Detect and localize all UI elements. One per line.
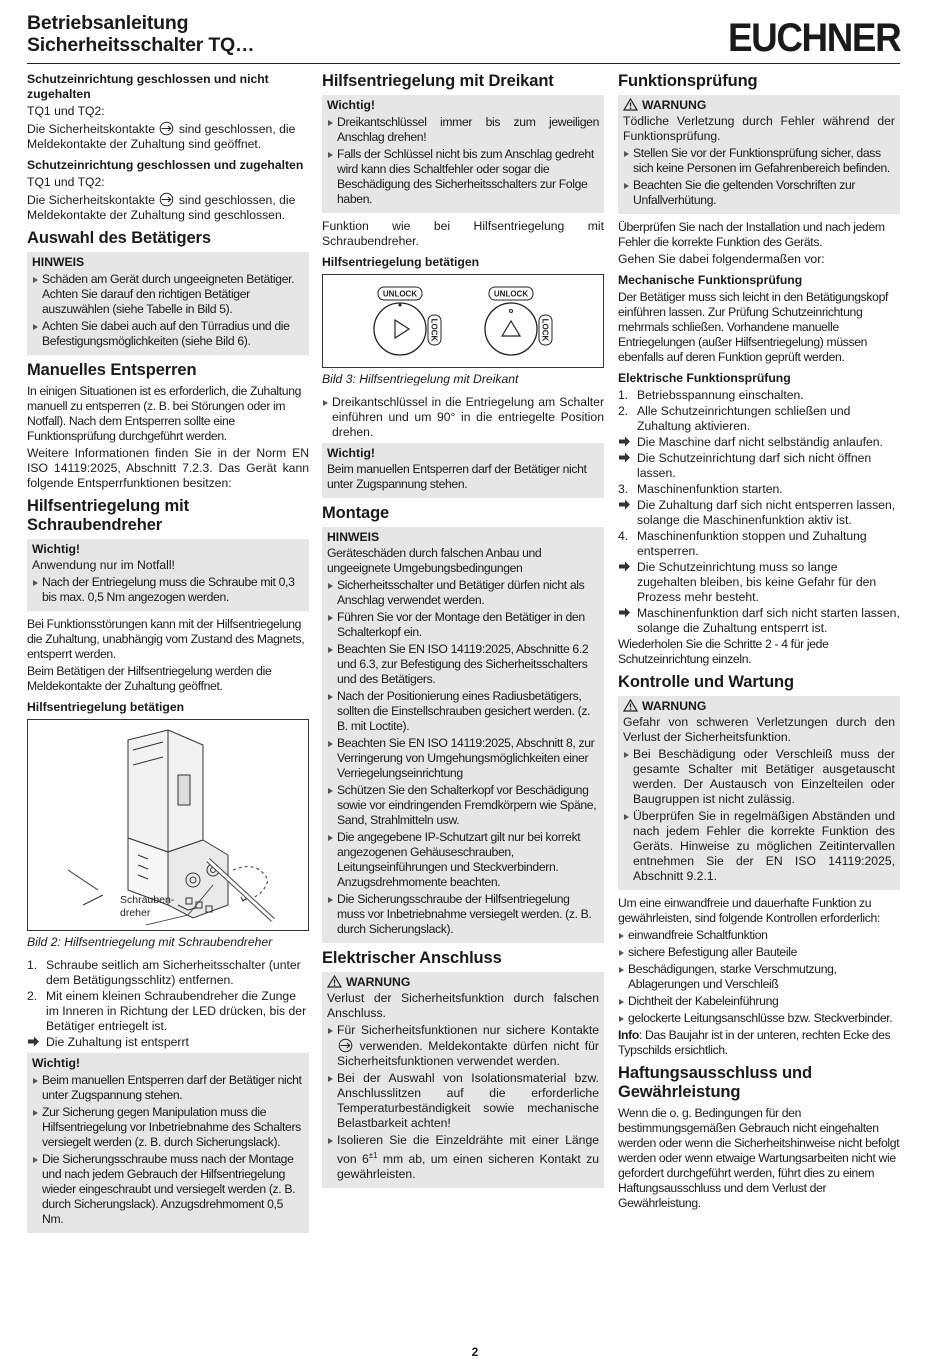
doc-title-line1: Betriebsanleitung	[27, 12, 189, 34]
list-item: Für Sicherheitsfunktionen nur sichere Kontakte verwenden. Meldekontakte dürfen nicht für Sicherheitsfunktionen verwendet werden.	[327, 1023, 599, 1069]
warning-box	[618, 95, 900, 214]
paragraph: Der Betätiger muss sich leicht in den Betätigungskopf einführen lassen. Zur Prüfung Schutzeinrichtung mehrmals schließen. Vorhandene manuelle Entriegelungen (außer Hilfsentriegelung) müssen ebenfalls auf deren Funktion geprüft werden.	[618, 290, 889, 364]
notice-title: HINWEIS	[32, 255, 85, 269]
step-list	[618, 388, 900, 636]
list-item: Beachten Sie die geltenden Vorschriften zur Unfallverhütung.	[623, 178, 895, 208]
step-result: Maschinenfunktion darf sich nicht starten lassen, solange die Zuhaltung entsperrt ist.	[618, 606, 900, 636]
list-item: Dreikantschlüssel immer bis zum jeweiligen Anschlag drehen!	[327, 115, 599, 145]
paragraph: Um eine einwandfreie und dauerhafte Funktion zu gewährleisten, sind folgende Kontrollen erforderlich:	[618, 896, 880, 925]
unlock-label: UNLOCK	[382, 289, 418, 299]
paragraph: Weitere Informationen finden Sie in der Norm EN ISO 14119:2025, Abschnitt 7.2.3. Das Gerät kann folgende Entsperrfunktionen besitzen:	[27, 446, 309, 490]
list-item: gelockerte Leitungsanschlüsse bzw. Steckverbinder.	[618, 1011, 900, 1026]
warning-triangle-icon	[327, 975, 342, 988]
result-arrow-icon	[618, 560, 631, 573]
important-box	[322, 443, 604, 498]
list-item: Dreikantschlüssel in die Entriegelung am Schalter einführen und um 90° in die entriegelte Position drehen.	[322, 395, 604, 440]
section-heading-manuell: Manuelles Entsperren	[27, 361, 197, 379]
warning-title: WARNUNG	[623, 98, 895, 113]
paragraph: Geräteschäden durch falschen Anbau und ungeeignete Umgebungsbedingungen	[327, 546, 542, 575]
list-item: Nach der Entriegelung muss die Schraube mit 0,3 bis max. 0,5 Nm angezogen werden.	[32, 575, 304, 605]
header-divider	[27, 63, 900, 64]
fig2-label-line1: Schrauben-	[120, 894, 175, 906]
figure-triangle-key	[322, 274, 604, 368]
list-item: Beachten Sie EN ISO 14119:2025, Abschnitt 8, zur Verringerung von Umgehungsmöglichkeiten einer Verriegelungseinrichtung	[327, 736, 599, 781]
result-arrow-icon	[27, 1035, 40, 1048]
paragraph: Wiederholen Sie die Schritte 2 - 4 für jede Schutzeinrichtung einzeln.	[618, 637, 829, 666]
subheading-elektrisch: Elektrische Funktionsprüfung	[618, 371, 791, 385]
warning-title: WARNUNG	[623, 699, 895, 714]
list-item: Führen Sie vor der Montage den Betätiger in den Schalterkopf ein.	[327, 610, 599, 640]
result-arrow-icon	[618, 606, 631, 619]
step-result: Die Zuhaltung darf sich nicht entsperren lassen, solange die Maschinenfunktion aktiv ist.	[618, 498, 900, 528]
list-item: Beschädigungen, starke Verschmutzung, Ablagerungen und Verschleiß	[618, 962, 900, 992]
lock-label: LOCK	[540, 318, 550, 342]
result-arrow-icon	[618, 435, 631, 448]
step-item: 2. Mit einem kleinen Schraubendreher die Zunge im Inneren in Richtung der LED drücken, bis der Betätiger entriegelt ist.	[27, 989, 307, 1033]
safety-contact-symbol-icon	[158, 121, 175, 136]
section-heading-funktion: Funktionsprüfung	[618, 72, 758, 90]
step-result: Die Schutzeinrichtung muss so lange zugehalten bleiben, bis keine Gefahr für den Prozess mehr besteht.	[618, 560, 900, 605]
result-arrow-icon	[618, 451, 631, 464]
list-item: Schäden am Gerät durch ungeeigneten Betätiger. Achten Sie darauf den richtigen Betätiger auszuwählen (siehe Tabelle in Bild 5).	[32, 272, 304, 317]
figure-screwdriver	[27, 719, 309, 931]
switch-screwdriver-illustration	[28, 720, 308, 930]
doc-title-line2: Sicherheitsschalter TQ…	[27, 34, 255, 56]
safety-contact-symbol-icon	[337, 1038, 354, 1053]
list-item: Stellen Sie vor der Funktionsprüfung sicher, dass sich keine Personen im Gefahrenbereich befinden.	[623, 146, 895, 176]
paragraph: Tödliche Verletzung durch Fehler während der Funktionsprüfung.	[623, 114, 895, 143]
list-item: Zur Sicherung gegen Manipulation muss die Hilfsentriegelung vor Inbetriebnahme des Schalters versiegelt werden (z. B. durch Sicherungslack).	[32, 1105, 304, 1150]
paragraph: Anwendung nur im Notfall!	[32, 558, 175, 572]
list-item: Bei Beschädigung oder Verschleiß muss der gesamte Schalter mit Betätiger ausgetauscht werden. Der Austausch von Einzelteilen oder Baugruppen ist nicht zulässig.	[623, 747, 895, 807]
step-result: Die Schutzeinrichtung darf sich nicht öffnen lassen.	[618, 451, 900, 481]
warning-triangle-icon	[623, 699, 638, 712]
list-item: Beim manuellen Entsperren darf der Betätiger nicht unter Zugspannung stehen.	[32, 1073, 304, 1103]
paragraph: Bei Funktionsstörungen kann mit der Hilfsentriegelung die Zuhaltung, unabhängig vom Zustand des Magnets, entsperrt werden.	[27, 617, 305, 661]
paragraph: TQ1 und TQ2:	[27, 175, 105, 189]
list-item: Isolieren Sie die Einzeldrähte mit einer Länge von $6^{\pm 1}$ mm ab, um einen sicheren Kontakt zu gewährleisten.	[327, 1133, 599, 1182]
warning-triangle-icon	[623, 98, 638, 111]
step-item: 2. Alle Schutzeinrichtungen schließen und Zuhaltung aktivieren.	[618, 404, 851, 433]
list-item: Falls der Schlüssel nicht bis zum Anschlag gedreht wird kann dies Schaltfehler oder sogar die Beschädigung des Sicherheitsschalters zur Folge haben.	[327, 147, 599, 207]
subheading-not-locked: Schutzeinrichtung geschlossen und nicht zugehalten	[27, 72, 269, 101]
paragraph: Beim Betätigen der Hilfsentriegelung werden die Meldekontakte der Zuhaltung geöffnet.	[27, 664, 272, 693]
section-heading-auswahl: Auswahl des Betätigers	[27, 229, 211, 247]
paragraph: Die Sicherheitskontakte sind geschlossen, die Meldekontakte der Zuhaltung sind geöffnet.	[27, 122, 296, 151]
important-title: Wichtig!	[327, 446, 375, 460]
section-heading-montage: Montage	[322, 504, 390, 522]
paragraph: Funktion wie bei Hilfsentriegelung mit Schraubendreher.	[322, 219, 604, 248]
column-2	[322, 70, 604, 1194]
important-title: Wichtig!	[327, 98, 375, 112]
list-item: Die Sicherungsschraube muss nach der Montage und nach jedem Gebrauch der Hilfsentriegelung wieder eingeschraubt und versiegelt werden (z. B. durch Sicherungslack). Anzugsdrehmoment 0,5 Nm.	[32, 1152, 304, 1227]
page-header	[27, 12, 900, 64]
step-item: 4. Maschinenfunktion stoppen und Zuhaltung entsperren.	[618, 529, 867, 558]
important-title: Wichtig!	[32, 542, 80, 556]
notice-box	[322, 527, 604, 943]
instruction-list	[322, 395, 604, 440]
section-heading-elektrisch: Elektrischer Anschluss	[322, 949, 502, 967]
paragraph: Überprüfen Sie nach der Installation und nach jedem Fehler die korrekte Funktion des Geräts.	[618, 220, 885, 249]
step-item: 1. Betriebsspannung einschalten.	[618, 388, 804, 402]
paragraph: Gehen Sie dabei folgendermaßen vor:	[618, 252, 825, 266]
step-item: 1. Schraube seitlich am Sicherheitsschalter (unter dem Betätigungsschlitz) entfernen.	[27, 958, 301, 987]
subheading-betaetigen: Hilfsentriegelung betätigen	[322, 255, 480, 269]
list-item: einwandfreie Schaltfunktion	[618, 928, 900, 943]
list-item: Beachten Sie EN ISO 14119:2025, Abschnitte 6.2 und 6.3, zur Befestigung des Sicherheitsschalters und des Betätigers.	[327, 642, 599, 687]
column-1	[27, 70, 309, 1239]
safety-contact-symbol-icon	[158, 192, 175, 207]
warning-box	[322, 972, 604, 1188]
unlock-label: UNLOCK	[493, 289, 529, 299]
lock-label: LOCK	[429, 318, 439, 342]
list-item: Überprüfen Sie in regelmäßigen Abständen und nach jedem Fehler die korrekte Funktion des Geräts. Hinweise zu möglichen Zeitintervallen entnehmen Sie der EN ISO 14119:2025, Abschnitt 9.2.1.	[623, 809, 895, 884]
paragraph: Verlust der Sicherheitsfunktion durch falschen Anschluss.	[327, 991, 599, 1020]
warning-title: WARNUNG	[327, 975, 599, 990]
column-3	[618, 70, 900, 1213]
figure-caption: Bild 2: Hilfsentriegelung mit Schraubendreher	[27, 935, 273, 949]
page-number: 2	[471, 1345, 479, 1359]
euchner-logo: EUCHNER	[727, 16, 900, 60]
list-item: Die angegebene IP-Schutzart gilt nur bei korrekt angezogenen Gehäuseschrauben, Leitungseinführungen und Steckverbindern. Anzugsdrehmomente beachten.	[327, 830, 599, 890]
subheading-locked: Schutzeinrichtung geschlossen und zugehalten	[27, 158, 304, 172]
section-heading-kontrolle: Kontrolle und Wartung	[618, 673, 795, 691]
notice-box	[27, 252, 309, 355]
paragraph: TQ1 und TQ2:	[27, 104, 105, 118]
subheading-betaetigen: Hilfsentriegelung betätigen	[27, 700, 185, 714]
list-item: Die Sicherungsschraube der Hilfsentriegelung muss vor Inbetriebnahme versiegelt werden. (z. B. durch Sicherungslack).	[327, 892, 599, 937]
notice-title: HINWEIS	[327, 530, 380, 544]
fig2-label-line2: dreher	[120, 907, 151, 919]
subheading-mechanisch: Mechanische Funktionsprüfung	[618, 273, 803, 287]
paragraph: Die Sicherheitskontakte sind geschlossen, die Meldekontakte der Zuhaltung sind geschlossen.	[27, 193, 296, 222]
list-item: Schützen Sie den Schalterkopf vor Beschädigung sowie vor eindringenden Fremdkörpern wie Späne, Sand, Strahlmitteln usw.	[327, 783, 599, 828]
section-heading-schraubendreher: Hilfsentriegelung mit Schraubendreher	[27, 497, 189, 534]
paragraph: In einigen Situationen ist es erforderlich, die Zuhaltung manuell zu entsperren (z. B. bei Störungen oder im Notfall). Nach dem Entsperren sollte eine Funktionsprüfung durchgeführt werden.	[27, 384, 302, 443]
unlock-lock-illustration	[323, 275, 603, 367]
list-item: Dichtheit der Kabeleinführung	[618, 994, 900, 1009]
list-item: Bei der Auswahl von Isolationsmaterial bzw. Anschlusslitzen auf die erforderliche Temperaturbeständigkeit sowie mechanische Belastbarkeit achten!	[327, 1071, 599, 1131]
section-heading-dreikant: Hilfsentriegelung mit Dreikant	[322, 72, 554, 90]
list-item: Sicherheitsschalter und Betätiger dürfen nicht als Anschlag verwendet werden.	[327, 578, 599, 608]
important-title: Wichtig!	[32, 1056, 80, 1070]
important-box	[27, 539, 309, 611]
list-item: sichere Befestigung aller Bauteile	[618, 945, 900, 960]
check-list	[618, 928, 900, 1026]
step-list	[27, 958, 309, 1034]
important-box	[322, 95, 604, 213]
step-result: Die Zuhaltung ist entsperrt	[27, 1035, 309, 1050]
step-item: 3. Maschinenfunktion starten.	[618, 482, 783, 496]
list-item: Achten Sie dabei auch auf den Türradius und die Befestigungsmöglichkeiten (siehe Bild 6).	[32, 319, 304, 349]
list-item: Nach der Positionierung eines Radiusbetätigers, sollten die Einstellschrauben gesichert werden. (z. B. mit Loctite).	[327, 689, 599, 734]
paragraph: Gefahr von schweren Verletzungen durch den Verlust der Sicherheitsfunktion.	[623, 715, 895, 744]
result-arrow-icon	[618, 498, 631, 511]
warning-box	[618, 696, 900, 890]
section-heading-haftung: Haftungsausschluss und Gewährleistung	[618, 1064, 812, 1101]
figure-caption: Bild 3: Hilfsentriegelung mit Dreikant	[322, 372, 519, 386]
paragraph: Beim manuellen Entsperren darf der Betätiger nicht unter Zugspannung stehen.	[327, 462, 587, 491]
step-result: Die Maschine darf nicht selbständig anlaufen.	[618, 435, 900, 450]
important-box	[27, 1053, 309, 1233]
info-note: Info: Das Baujahr ist in der unteren, rechten Ecke des Typschilds ersichtlich.	[618, 1028, 891, 1057]
paragraph: Wenn die o. g. Bedingungen für den bestimmungsgemäßen Gebrauch nicht eingehalten werden oder wenn die Sicherheitshinweise nicht befolgt werden oder wenn etwaige Wartungsarbeiten nicht wie gefordert durchgeführt werden, führt dies zu einem Haftungsausschluss und dem Verlust der Gewährleistung.	[618, 1106, 900, 1210]
